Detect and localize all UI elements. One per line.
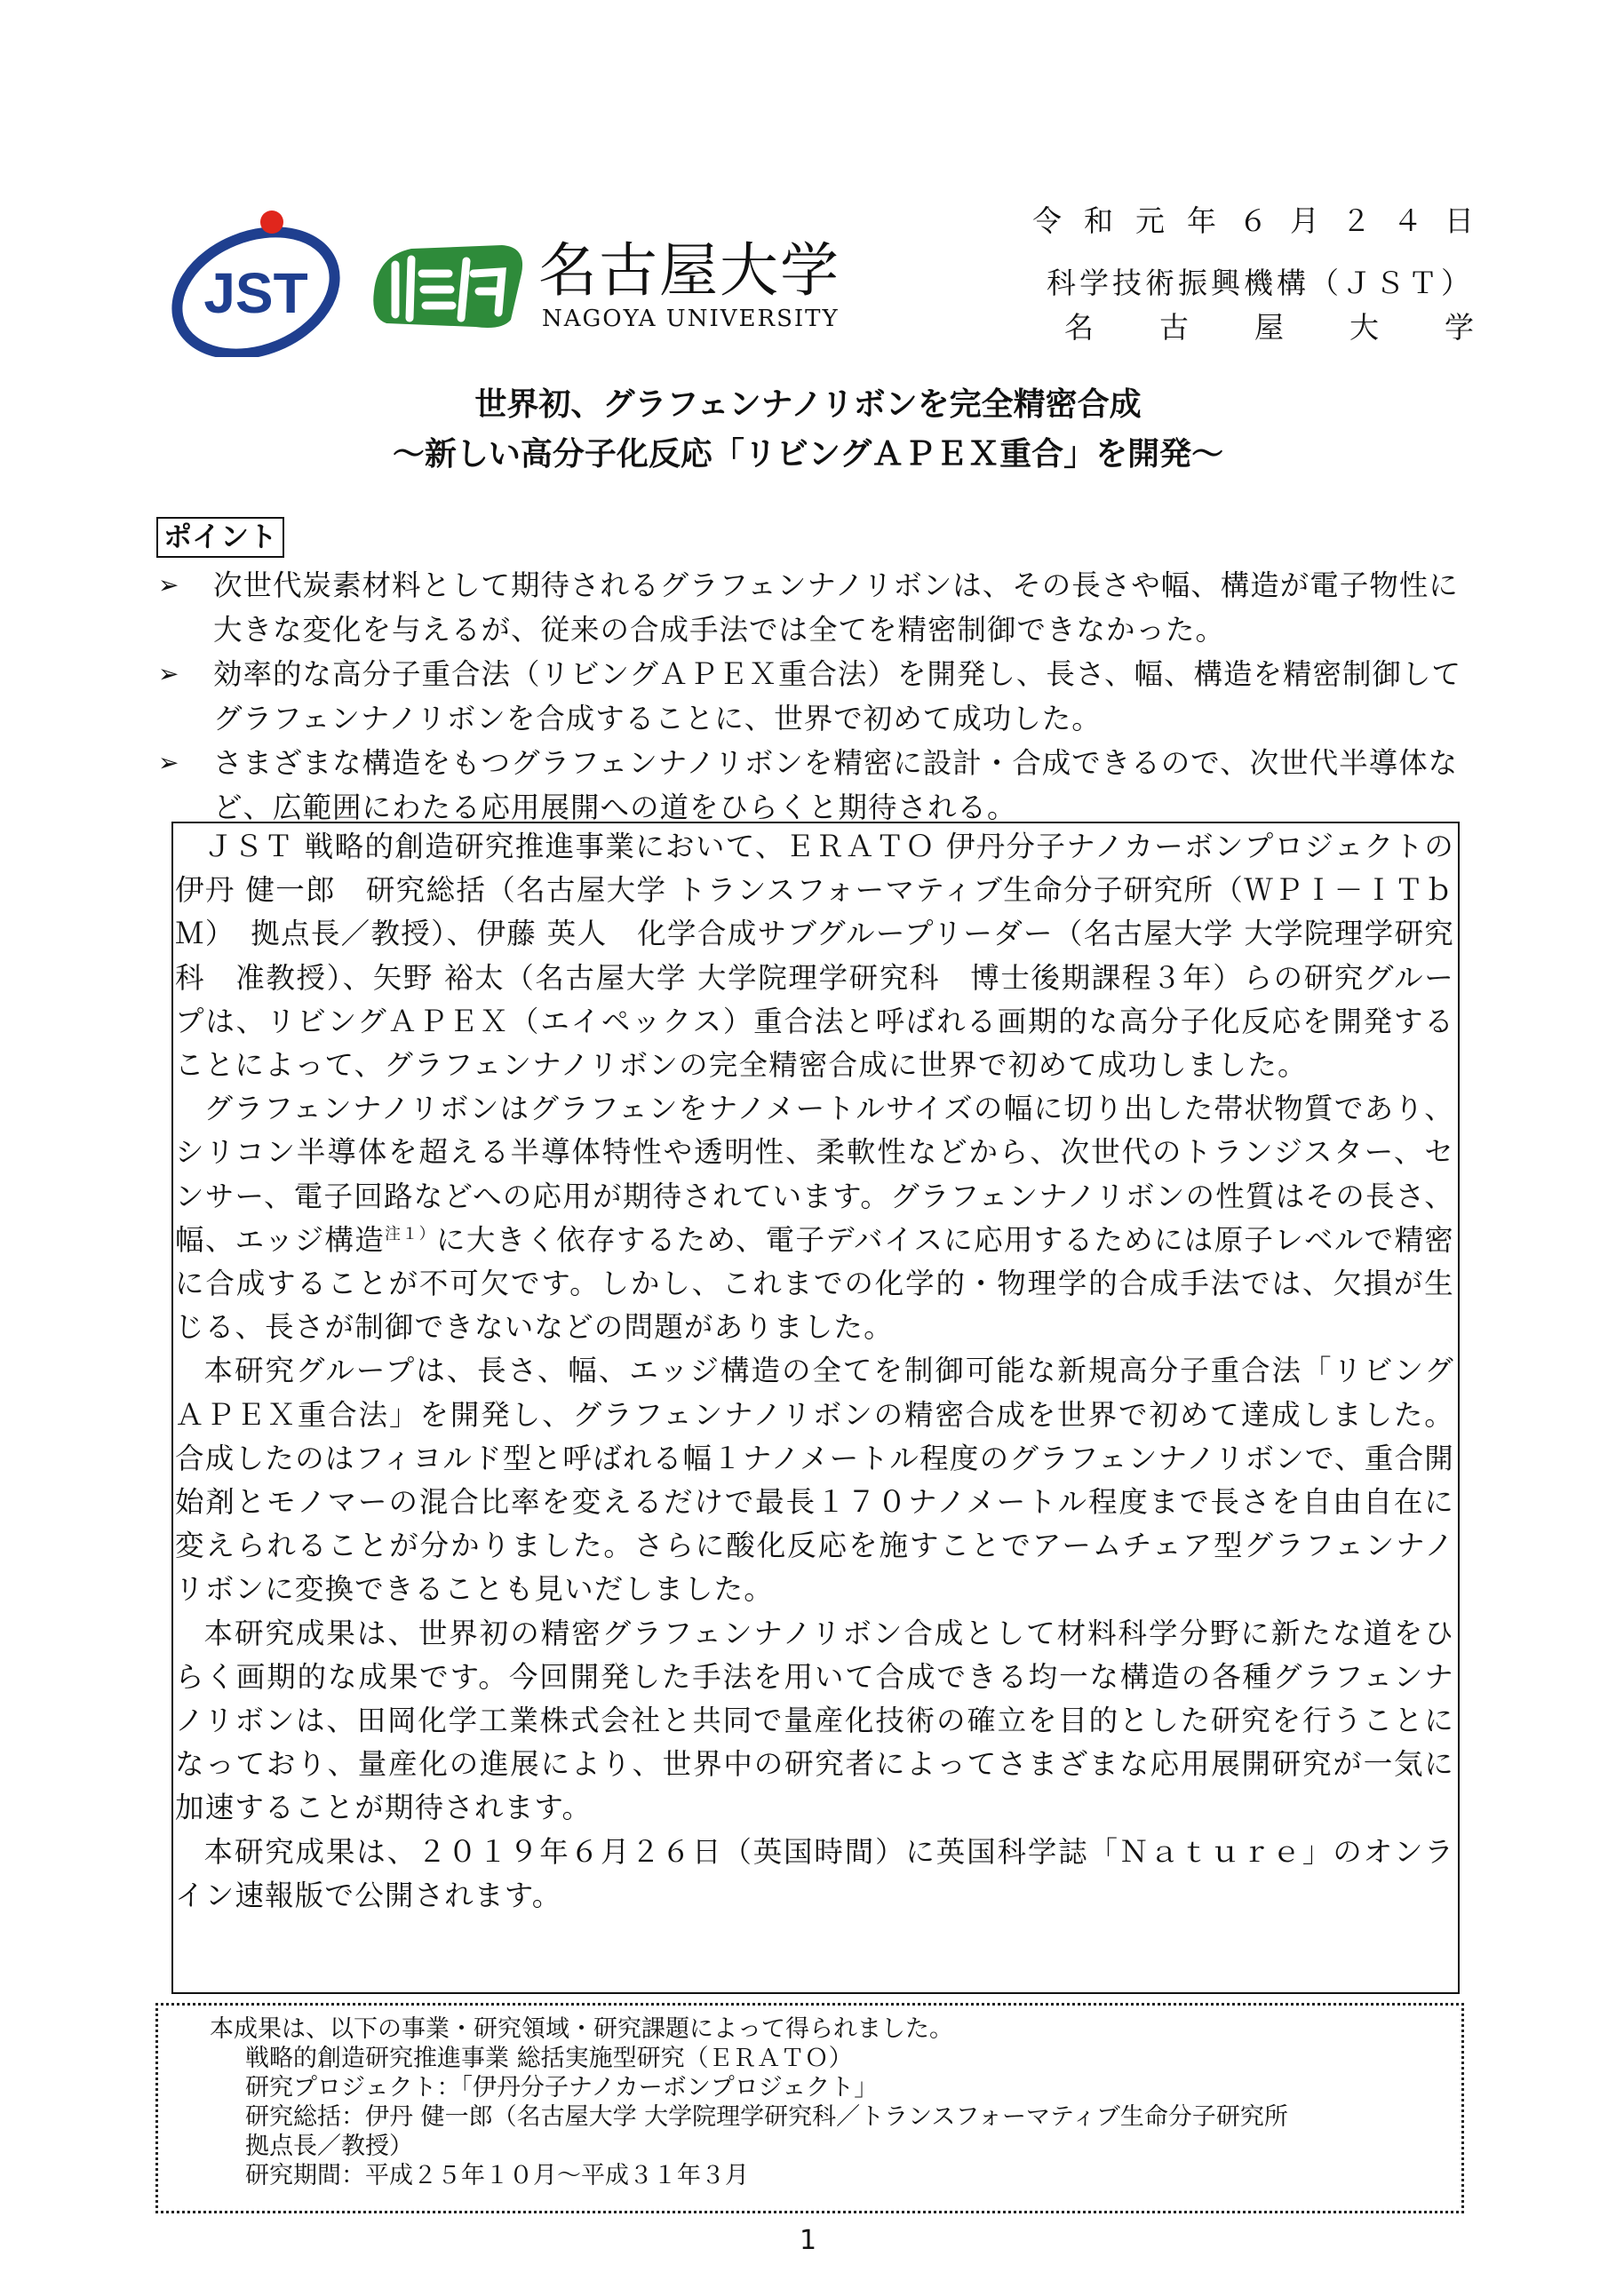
university-name-en: NAGOYA UNIVERSITY [542, 306, 840, 332]
university-name-ja: 名古屋大学 [538, 236, 840, 305]
page-subtitle: ～新しい高分子化反応「リビングＡＰＥＸ重合」を開発～ [392, 436, 1224, 473]
arrow-bullet-icon: ➢ [158, 659, 180, 688]
summary-paragraph: 本研究成果は、世界初の精密グラフェンナノリボン合成として材料科学分野に新たな道をひらく画期的な成果です。今回開発した手法を用いて合成できる均一な構造の各種グラフェンナノリボンは、田岡化学工業株式会社と共同で量産化技術の確立を目的とした研究を行うことになっており、量産化の進展により、世界中の研究者によってさまざまな応用展開研究が一気に加速することが期待されます。 [175, 1616, 1454, 1825]
arrow-bullet-icon: ➢ [158, 748, 180, 777]
org-jst: 科学技術振興機構（ＪＳＴ） [1047, 266, 1474, 300]
arrow-bullet-icon: ➢ [158, 570, 180, 600]
nagoya-university-emblem [369, 238, 529, 334]
page-title: 世界初、グラフェンナノリボンを完全精密合成 [474, 386, 1142, 423]
jst-logo [169, 206, 346, 357]
funding-lead: 本成果は、以下の事業・研究領域・研究課題によって得られました。 [210, 2015, 953, 2043]
summary-paragraph: 本研究成果は、２０１９年６月２６日（英国時間）に英国科学誌「Ｎａｔｕｒｅ」のオンライン速報版で公開されます。 [175, 1834, 1454, 1912]
list-item: ➢ さまざまな構造をもつグラフェンナノリボンを精密に設計・合成できるので、次世代半導体など、広範囲にわたる応用展開への道をひらくと期待される。 [156, 741, 1462, 830]
org-nagoya: 名古屋大学 [1064, 310, 1540, 345]
points-list [156, 563, 1462, 830]
summary-paragraph: グラフェンナノリボンはグラフェンをナノメートルサイズの幅に切り出した帯状物質であり、シリコン半導体を超える半導体特性や透明性、柔軟性などから、次世代のトランジスター、センサー、電子回路などへの応用が期待されています。グラフェンナノリボンの性質はその長さ、幅、エッジ構造$^{注1)}$に大きく依存するため、電子デバイスに応用するためには原子レベルで精密に合成することが不可欠です。しかし、これまでの化学的・物理学的合成手法では、欠損が生じる、長さが制御できないなどの問題がありました。 [175, 1092, 1454, 1345]
funding-period: 研究期間：平成２５年１０月～平成３１年３月 [245, 2162, 749, 2189]
jst-logo-text: JST [203, 261, 308, 325]
footnote-ref: 注１） [385, 1225, 436, 1243]
summary-paragraph: ＪＳＴ 戦略的創造研究推進事業において、ＥＲＡＴＯ 伊丹分子ナノカーボンプロジェクトの伊丹 健一郎 研究総括（名古屋大学 トランスフォーマティブ生命分子研究所（ＷＰＩ－ＩＴｂＭ） 拠点長／教授）、伊藤 英人 化学合成サブグループリーダー（名古屋大学 大学院理学研究科 准教授）、矢野 裕太（名古屋大学 大学院理学研究科 博士後期課程３年）らの研究グループは、リビングＡＰＥＸ（エイペックス）重合法と呼ばれる画期的な高分子化反応を開発することによって、グラフェンナノリボンの完全精密合成に世界で初めて成功しました。 [175, 830, 1454, 1083]
summary-box [171, 822, 1460, 1994]
funding-box [155, 2003, 1464, 2213]
points-label: ポイント [156, 517, 284, 558]
page-number: 1 [799, 2225, 817, 2256]
summary-paragraph: 本研究グループは、長さ、幅、エッジ構造の全てを制御可能な新規高分子重合法「リビングＡＰＥＸ重合法」を開発し、グラフェンナノリボンの精密合成を世界で初めて達成しました。合成したのはフィヨルド型と呼ばれる幅１ナノメートル程度のグラフェンナノリボンで、重合開始剤とモノマーの混合比率を変えるだけで最長１７０ナノメートル程度まで長さを自由自在に変えられることが分かりました。さらに酸化反応を施すことでアームチェア型グラフェンナノリボンに変換できることも見いだしました。 [175, 1354, 1454, 1607]
release-date: 令和元年６月２４日 [1032, 203, 1496, 238]
list-item: ➢ 効率的な高分子重合法（リビングＡＰＥＸ重合法）を開発し、長さ、幅、構造を精密制御してグラフェンナノリボンを合成することに、世界で初めて成功した。 [156, 652, 1462, 741]
funding-program: 戦略的創造研究推進事業 総括実施型研究（ＥＲＡＴＯ） [245, 2045, 853, 2072]
funding-director-cont: 拠点長／教授） [245, 2133, 413, 2160]
funding-director: 研究総括：伊丹 健一郎（名古屋大学 大学院理学研究科／トランスフォーマティブ生命分子研究所 [245, 2103, 1288, 2131]
funding-project: 研究プロジェクト：「伊丹分子ナノカーボンプロジェクト」 [245, 2074, 879, 2101]
list-item: ➢ 次世代炭素材料として期待されるグラフェンナノリボンは、その長さや幅、構造が電子物性に大きな変化を与えるが、従来の合成手法では全てを精密制御できなかった。 [156, 563, 1462, 652]
